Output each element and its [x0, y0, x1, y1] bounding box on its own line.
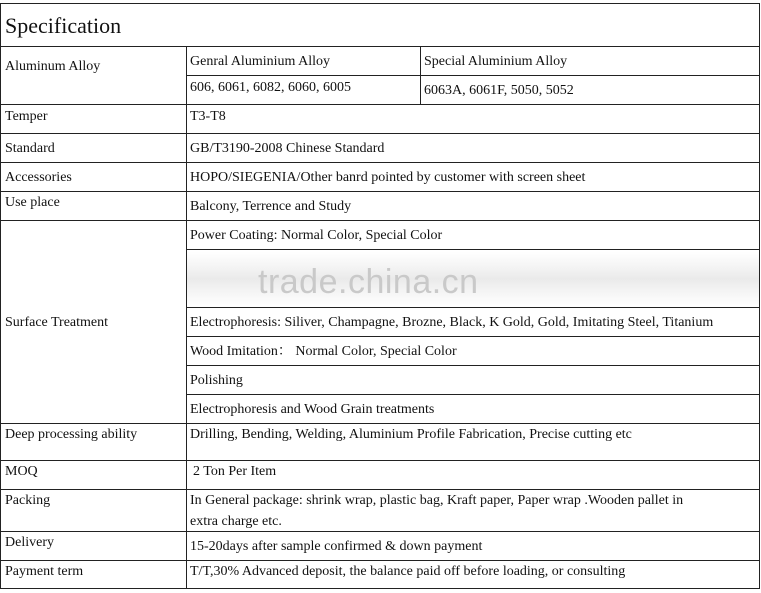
row-line [186, 336, 760, 337]
row-line [0, 162, 760, 163]
row-line [0, 104, 760, 105]
row-line [0, 133, 760, 134]
deep-processing-label: Deep processing ability [5, 427, 138, 442]
deep-processing-value: Drilling, Bending, Welding, Aluminium Profile Fabrication, Precise cutting etc [190, 427, 632, 442]
row-line [0, 220, 760, 221]
table-border-right [759, 3, 760, 589]
column-divider [186, 46, 187, 589]
temper-value: T3-T8 [190, 109, 226, 124]
packing-value-line1: In General package: shrink wrap, plastic bag, Kraft paper, Paper wrap .Wooden pallet in [190, 493, 684, 508]
row-line [186, 249, 760, 250]
packing-label: Packing [5, 493, 51, 508]
row-line [186, 394, 760, 395]
standard-label: Standard [5, 141, 55, 156]
moq-value: 2 Ton Per Item [193, 464, 277, 479]
watermark-text: trade.china.cn [258, 263, 479, 301]
accessories-value: HOPO/SIEGENIA/Other banrd pointed by customer with screen sheet [190, 170, 586, 185]
use-place-label: Use place [5, 195, 60, 210]
table-border-top [0, 3, 760, 4]
alloy-label: Aluminum Alloy [5, 59, 101, 74]
payment-value: T/T,30% Advanced deposit, the balance paid off before loading, or consulting [190, 564, 626, 579]
row-line [0, 191, 760, 192]
row-line [0, 560, 760, 561]
surface-item: Polishing [190, 373, 243, 388]
accessories-label: Accessories [5, 170, 72, 185]
use-place-value: Balcony, Terrence and Study [190, 199, 352, 214]
special-alloy-header: Special Aluminium Alloy [424, 54, 568, 69]
special-alloy-value: 6063A, 6061F, 5050, 5052 [424, 83, 574, 98]
surface-item: Wood Imitation： Normal Color, Special Color [190, 344, 457, 359]
standard-value: GB/T3190-2008 Chinese Standard [190, 141, 385, 156]
temper-label: Temper [5, 109, 48, 124]
row-line [186, 365, 760, 366]
moq-label: MOQ [5, 464, 38, 479]
delivery-value: 15-20days after sample confirmed & down payment [190, 539, 483, 554]
row-line [186, 75, 760, 76]
surface-item: Electrophoresis and Wood Grain treatments [190, 402, 435, 417]
row-line [0, 460, 760, 461]
general-alloy-header: Genral Aluminium Alloy [190, 54, 330, 69]
table-border-left [0, 3, 1, 589]
row-line [186, 307, 760, 308]
surface-treatment-label: Surface Treatment [5, 315, 109, 330]
watermark-ghost-text [190, 257, 210, 273]
payment-label: Payment term [5, 564, 84, 579]
surface-item: Power Coating: Normal Color, Special Color [190, 228, 443, 243]
row-line [0, 489, 760, 490]
table-title: Specification [5, 13, 122, 38]
row-line [0, 531, 760, 532]
delivery-label: Delivery [5, 535, 54, 550]
general-alloy-value: 606, 6061, 6082, 6060, 6005 [190, 80, 351, 95]
packing-value-line2: extra charge etc. [190, 514, 282, 529]
row-line [0, 423, 760, 424]
row-line [0, 46, 760, 47]
table-border-bottom [0, 588, 760, 589]
surface-item: Electrophoresis: Siliver, Champagne, Brozne, Black, K Gold, Gold, Imitating Steel, Titanium [190, 315, 714, 330]
